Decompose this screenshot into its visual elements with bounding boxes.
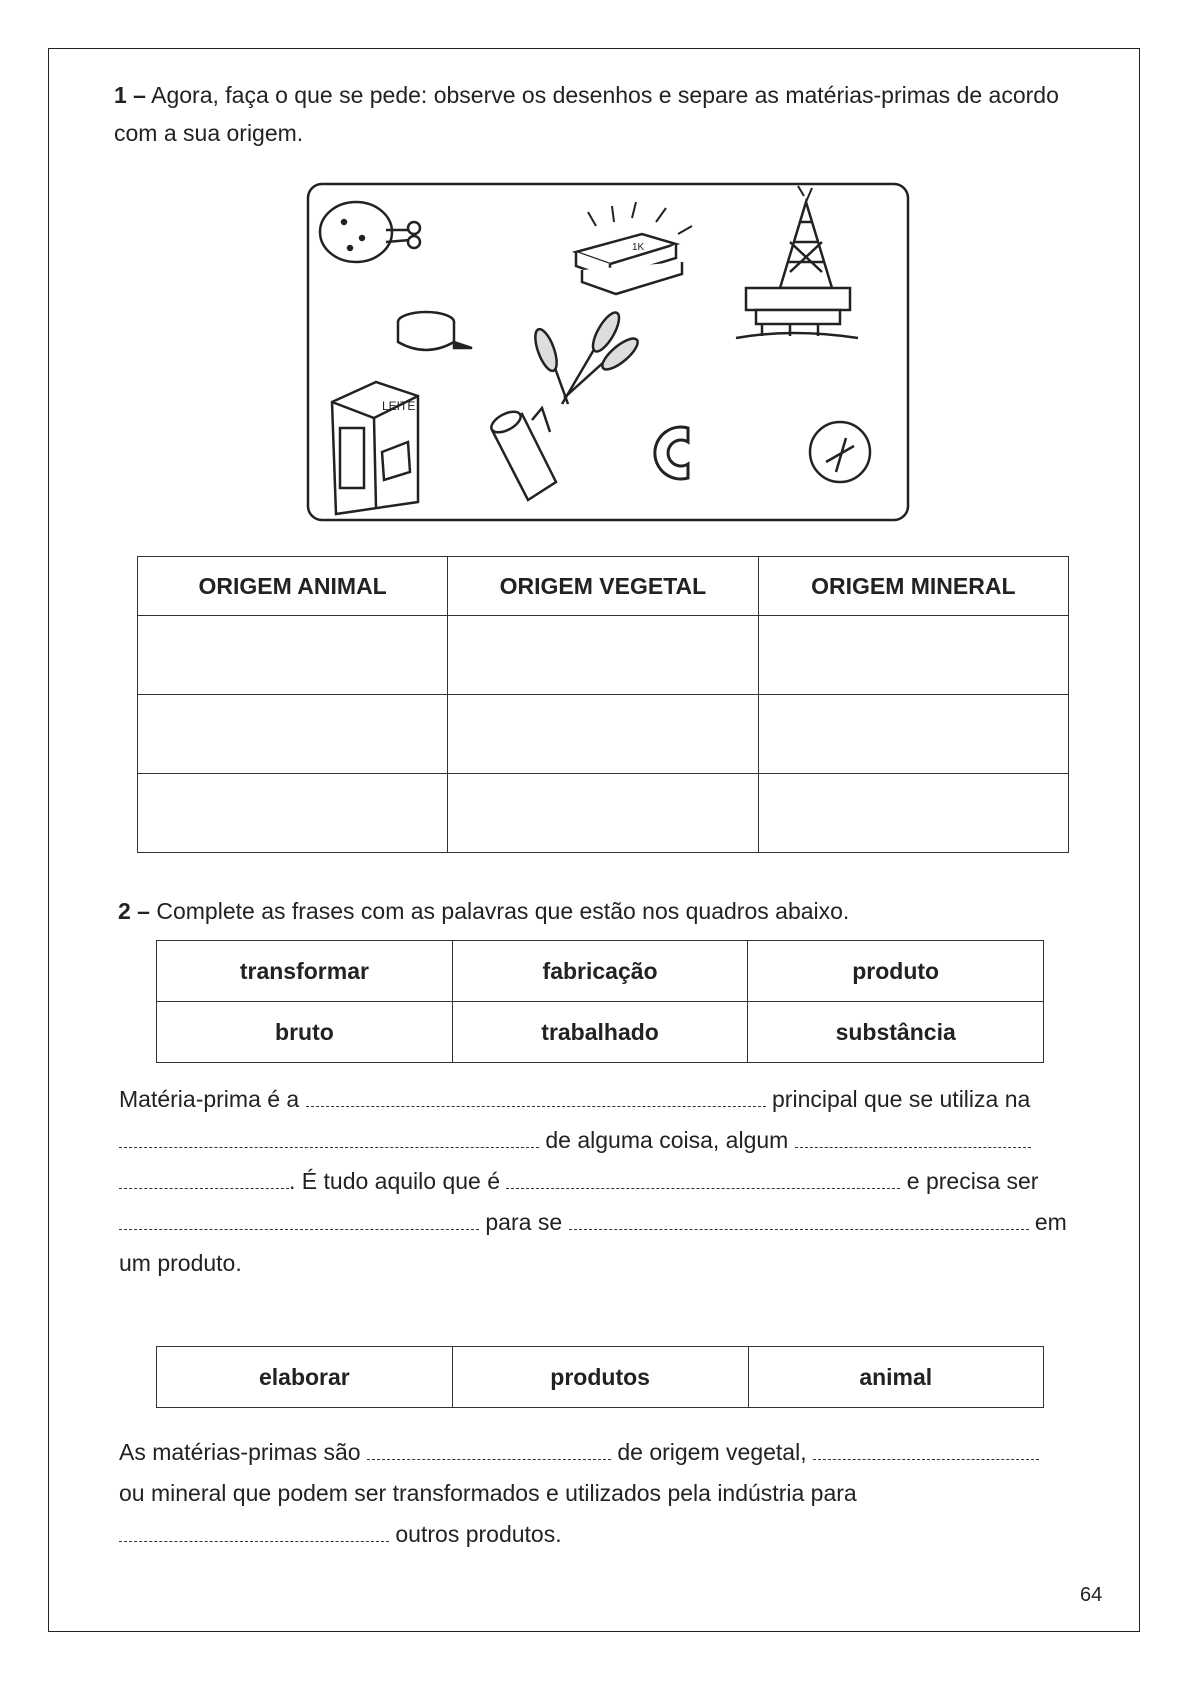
text-fragment: outros produtos. (395, 1521, 562, 1547)
svg-text:LEITE: LEITE (382, 399, 416, 413)
blank-line[interactable] (119, 1209, 479, 1230)
cotton-icon (810, 422, 870, 482)
word-box: substância (748, 1002, 1044, 1063)
blank-line[interactable] (569, 1209, 1029, 1230)
fill-in-paragraph-2 (119, 1432, 1081, 1555)
question-2-number: 2 – (118, 898, 150, 924)
origin-table (137, 556, 1069, 853)
header-mineral: ORIGEM MINERAL (758, 557, 1068, 616)
text-fragment: um produto. (119, 1250, 242, 1276)
question-2-text: Complete as frases com as palavras que estão nos quadros abaixo. (156, 898, 850, 924)
svg-text:1K: 1K (632, 242, 645, 253)
answer-cell[interactable] (448, 616, 758, 695)
text-fragment: de alguma coisa, algum (545, 1127, 789, 1153)
table-row (138, 774, 1069, 853)
answer-cell[interactable] (138, 774, 448, 853)
question-1-text: Agora, faça o que se pede: observe os desenhos e separe as matérias-primas de acordo com a sua origem. (114, 82, 1059, 146)
answer-cell[interactable] (758, 695, 1068, 774)
word-box: fabricação (452, 941, 748, 1002)
blank-line[interactable] (506, 1168, 900, 1189)
answer-cell[interactable] (448, 774, 758, 853)
page-number: 64 (1080, 1584, 1103, 1606)
word-bank-1 (156, 940, 1044, 1063)
answer-cell[interactable] (758, 774, 1068, 853)
blank-line[interactable] (306, 1086, 766, 1107)
question-1 (114, 76, 1076, 152)
blank-line[interactable] (367, 1439, 611, 1460)
answer-cell[interactable] (448, 695, 758, 774)
milk-carton-icon (332, 382, 418, 514)
text-fragment: ou mineral que podem ser transformados e utilizados pela indústria para (119, 1480, 857, 1506)
text-fragment: e precisa ser (906, 1168, 1039, 1194)
blank-line[interactable] (813, 1439, 1039, 1460)
blank-line[interactable] (119, 1521, 389, 1542)
word-box: bruto (157, 1002, 453, 1063)
text-fragment: em (1034, 1209, 1067, 1235)
fill-in-paragraph-1 (119, 1079, 1081, 1284)
word-bank-2 (156, 1346, 1044, 1408)
header-animal: ORIGEM ANIMAL (138, 557, 448, 616)
word-box: animal (748, 1347, 1043, 1408)
blank-line[interactable] (119, 1127, 539, 1148)
text-fragment: Matéria-prima é a (119, 1086, 300, 1112)
word-box: elaborar (157, 1347, 453, 1408)
text-fragment: principal que se utiliza na (772, 1086, 1031, 1112)
table-row (138, 616, 1069, 695)
text-fragment: . É tudo aquilo que é (289, 1168, 500, 1194)
text-fragment: de origem vegetal, (617, 1439, 807, 1465)
question-2 (118, 892, 1080, 930)
text-fragment: As matérias-primas são (119, 1439, 361, 1465)
blank-line[interactable] (795, 1127, 1031, 1148)
answer-cell[interactable] (138, 695, 448, 774)
word-box: produtos (452, 1347, 748, 1408)
answer-cell[interactable] (138, 616, 448, 695)
word-box: produto (748, 941, 1044, 1002)
blank-line[interactable] (119, 1168, 289, 1189)
header-vegetal: ORIGEM VEGETAL (448, 557, 758, 616)
answer-cell[interactable] (758, 616, 1068, 695)
word-box: transformar (157, 941, 453, 1002)
question-1-number: 1 – (114, 82, 146, 108)
text-fragment: para se (485, 1209, 563, 1235)
raw-materials-illustration (306, 182, 910, 522)
word-box: trabalhado (452, 1002, 748, 1063)
table-row (138, 695, 1069, 774)
